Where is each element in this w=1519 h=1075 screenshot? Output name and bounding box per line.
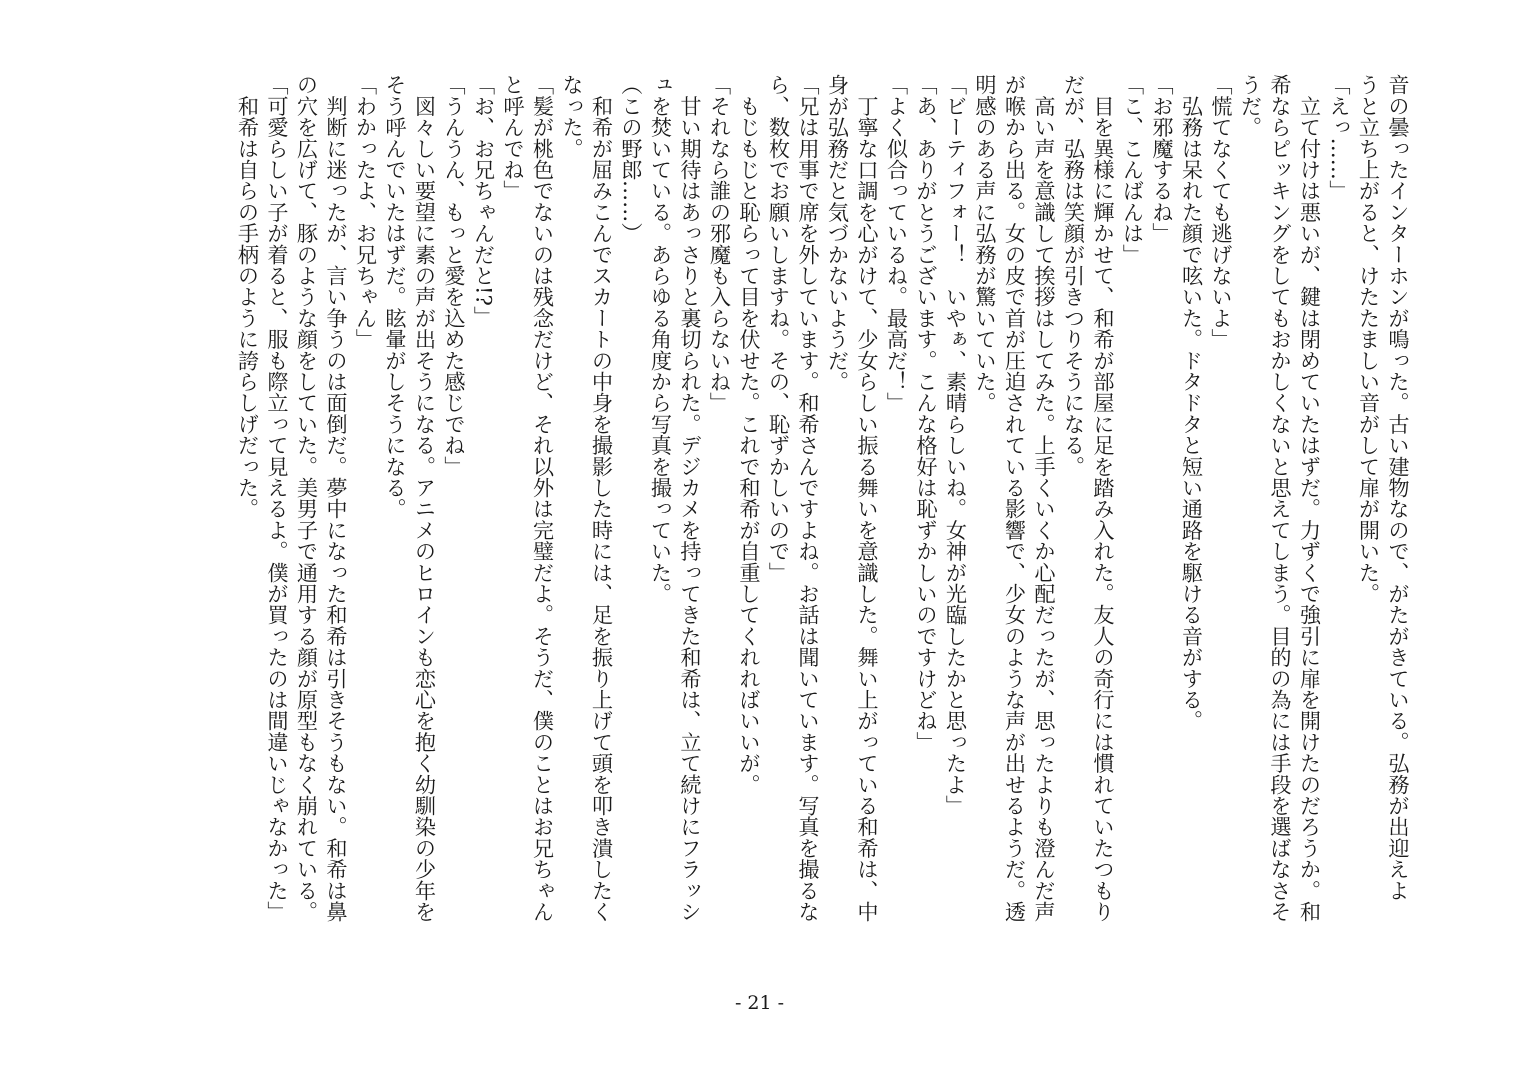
text-line: 「それなら誰の邪魔も入らないね」 (707, 74, 733, 414)
text-line: 「お、お兄ちゃんだと!?」 (471, 74, 497, 328)
text-line: 「慌てなくても逃げないよ」 (1209, 74, 1234, 350)
text-line: 音の曇ったインターホンが鳴った。古い建物なので、がたがきている。弘務が出迎えよ (1386, 74, 1411, 901)
text-line: 「よく似合っているね。最高だ！」 (884, 74, 910, 414)
text-line: 丁寧な口調を心がけて、少女らしい振る舞いを意識した。舞い上がっている和希は、中 (855, 74, 880, 923)
text-line: 明感のある声に弘務が驚いていた。 (973, 74, 998, 414)
text-line: が喉から出る。女の皮で首が圧迫されている影響で、少女のような声が出せるようだ。透 (1002, 74, 1028, 922)
text-line: 「ビーティフォー！ いやぁ、素晴らしいね。女神が光臨したかと思ったよ」 (943, 74, 969, 816)
text-line: だが、弘務は笑顔が引きつりそうになる。 (1061, 74, 1087, 477)
text-line: 和希は自らの手柄のように誇らしげだった。 (235, 74, 261, 520)
text-line: うだ。 (1238, 74, 1264, 138)
text-line: 弘務は呆れた顔で呟いた。ドタドタと短い通路を駆ける音がする。 (1179, 74, 1205, 732)
text-line: と呼んでね」 (501, 74, 526, 202)
text-line: ュを焚いている。あらゆる角度から写真を撮っていた。 (648, 74, 674, 604)
vertical-text-body (113, 74, 1413, 974)
text-line: 「わかったよ、お兄ちゃん」 (353, 74, 379, 350)
text-line: 甘い期待はあっさりと裏切られた。デジカメを持ってきた和希は、立て続けにフラッシ (678, 74, 703, 922)
text-line: 「可愛らしい子が着ると、服も際立って見えるよ。僕が買ったのは間違いじゃなかった」 (265, 74, 290, 922)
page-number: - 21 - (734, 992, 785, 1014)
text-line: 「髪が桃色でないのは残念だけど、それ以外は完璧だよ。そうだ、僕のことはお兄ちゃん (530, 74, 556, 922)
text-line: 「兄は用事で席を外しています。和希さんですよね。お話は聞いています。写真を撮るな (796, 74, 821, 922)
text-line: 立て付けは悪いが、鍵は閉めていたはずだ。力ずくで強引に扉を開けたのだろうか。和 (1297, 74, 1323, 922)
text-line: そう呼んでいたはずだ。眩暈がしそうになる。 (383, 74, 408, 520)
text-line: 「あ、ありがとうございます。こんな格好は恥ずかしいのですけどね」 (914, 74, 939, 753)
text-line: 身が弘務だと気づかないようだ。 (825, 74, 851, 392)
text-line: なった。 (560, 74, 585, 159)
text-line: もじもじと恥らって目を伏せた。これで和希が自重してくれればいいが。 (737, 74, 762, 795)
text-line: ら、数枚でお願いしますね。その、恥ずかしいので」 (766, 74, 792, 583)
text-line: 「お邪魔するね」 (1150, 74, 1175, 244)
text-line: 「こ、こんばんは」 (1120, 74, 1146, 265)
text-line: 判断に迷ったが、言い争うのは面倒だ。夢中になった和希は引きそうもない。和希は鼻 (324, 74, 349, 922)
text-line: 高い声を意識して挨拶はしてみた。上手くいくか心配だったが、思ったよりも澄んだ声 (1032, 74, 1057, 922)
text-line: の穴を広げて、豚のような顔をしていた。美男子で通用する顔が原型もなく崩れている。 (294, 74, 320, 923)
text-line: 「うんうん、もっと愛を込めた感じでね」 (442, 74, 467, 477)
text-line: 希ならピッキングをしてもおかしくないと思えてしまう。目的の為には手段を選ばなさそ (1268, 74, 1293, 923)
text-line: （この野郎……） (619, 74, 644, 244)
text-line: 「えっ……」 (1327, 74, 1352, 202)
text-line: 図々しい要望に素の声が出そうになる。アニメのヒロインも恋心を抱く幼馴染の少年を (412, 74, 438, 922)
text-line: 目を異様に輝かせて、和希が部屋に足を踏み入れた。友人の奇行には慣れていたつもり (1091, 74, 1116, 922)
text-line: うと立ち上がると、けたたましい音がして扉が開いた。 (1356, 74, 1382, 604)
text-line: 和希が屈みこんでスカートの中身を撮影した時には、足を振り上げて頭を叩き潰したく (589, 74, 615, 923)
